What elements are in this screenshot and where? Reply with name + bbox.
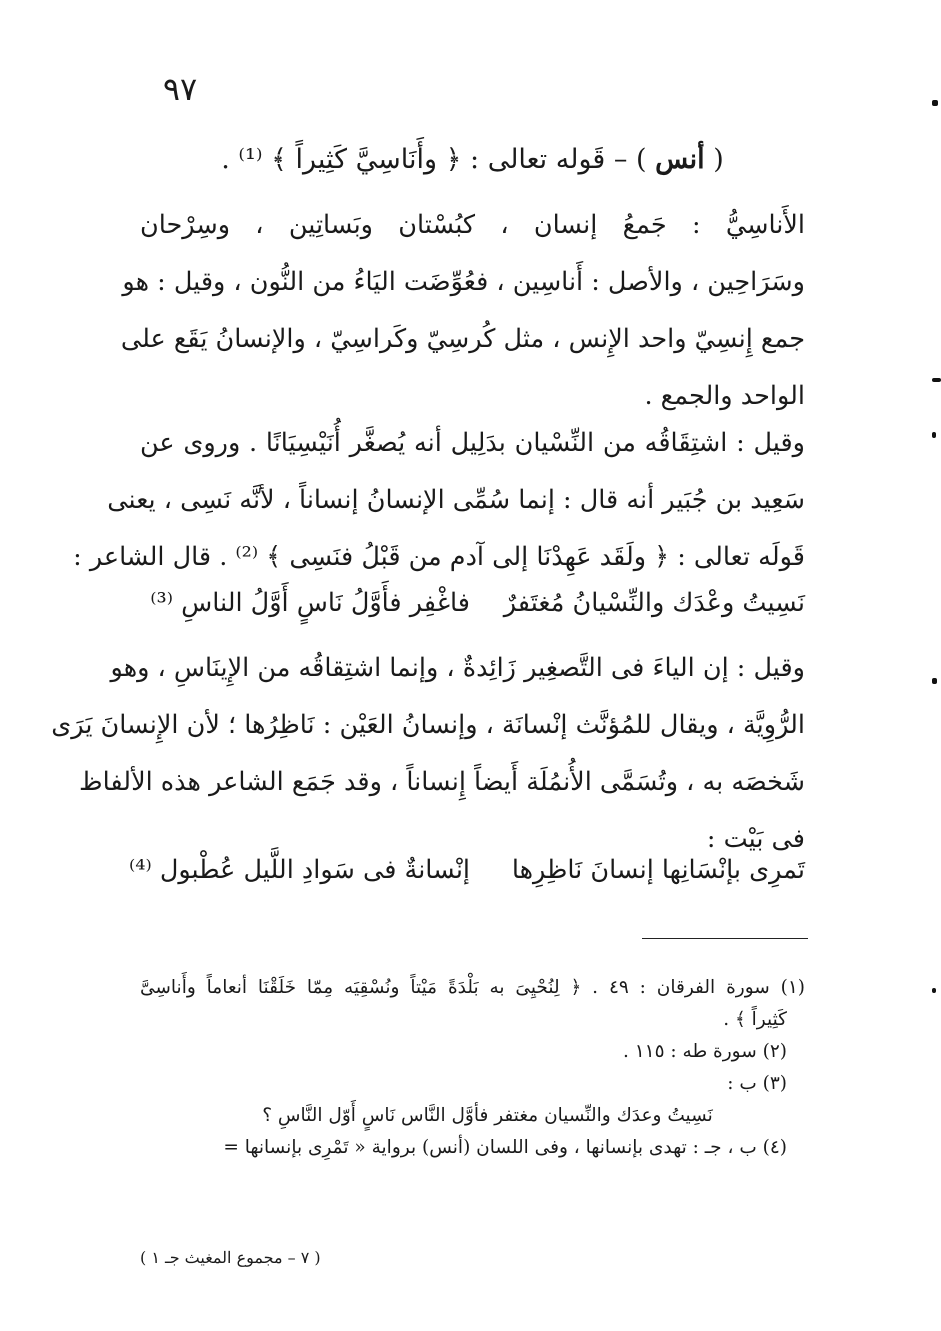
footnote-1-line-1: (١) سورة الفرقان : ٤٩ . ﴿ لِنُحْيِىَ به بَلْدَةً مَيْتاً ونُسْقِيَه مِمّا خَلَقْنَا أنعاماً وأَناسِىَّ [140,977,805,998]
verse-second-hemistich: إنْسانةٌ فى سَوادِ اللَّيل عُطْبول ⁽⁴⁾ [128,855,470,885]
heading-open-paren: ( [713,144,724,175]
paragraph-line: وسَرَاحِين ، والأصل : أَناسِين ، فعُوِّضَت اليَاءُ من النُّون ، وقيل : هو [122,267,805,297]
footnote-4: (٤) ب ، جـ : تهدى بإنسانها ، وفى اللسان (أنس) برواية « تَمْرِى بإنسانها = [223,1137,787,1158]
page-number: ٩٧ [162,70,198,108]
verse-second-hemistich: فاغْفِر فأَوَّلُ نَاسٍ أَوَّلُ الناسِ ⁽³⁾ [150,588,470,618]
paragraph-line: جمع إِنسِيّ واحد الإِنس ، مثل كُرسِيّ وكَراسِيّ ، والإنسانُ يَقَع على [120,324,805,354]
paragraph-2 [73,415,805,586]
edge-mark [932,678,937,684]
footnote-1-line-2: كَثِيراً ﴾ . [723,1009,787,1030]
paragraph-line: الواحد والجمع . [644,381,805,411]
heading-term: أنس [655,144,705,175]
paragraph-line: سَعِيد بن جُبَير أنه قال : إنما سُمِّى الإنسانُ إنساناً ، لأنَّه نَسِى ، يعنى [107,485,805,515]
edge-mark [932,378,941,382]
paragraph-line: الأَناسِيُّ : جَمعُ إنسان ، كبُسْتان وبَساتِين ، وسِرْحان [140,210,805,240]
footnote-3: (٣) ب : [727,1073,787,1094]
entry-heading [140,138,805,182]
paragraph-line: وقيل : إن الياءَ فى التَّصغِير زَائِدةٌ ، وإنما اشتِقاقُه من الإِينَاسِ ، وهو [110,653,805,683]
edge-mark [932,432,936,438]
paragraph-line: الرُّوِيَّة ، ويقال للمُؤنَّث إنْسانَة ، وإنسانُ العَيْن : نَاظِرُها ؛ لأن الإِنسانَ يَرَى [51,710,805,740]
footnote-divider [642,938,808,939]
verse-2 [128,845,805,895]
heading-close-paren: ) [636,144,647,175]
verse-first-hemistich: نَسِيتُ وعْدَك والنِّسْيانُ مُغتَفرٌ [503,588,805,618]
paragraph-3 [51,640,805,868]
paragraph-1 [120,197,805,425]
footnote-2: (٢) سورة طه : ١١٥ . [622,1041,787,1062]
footnotes [140,972,805,1164]
paragraph-line: وقيل : اشتِقَاقُه من النِّسْيان بدَلِيل أنه يُصغَّر أُنَيْسِيَانًا . وروى عن [140,428,805,458]
footnote-3-verse: نَسِيتُ وعدَك والنِّسيان مغتفر فأوَّل النَّاس نَاسٍ أَوّل النَّاسِ ؟ [262,1105,713,1126]
heading-text: – قَوله تعالى : ﴿ وأَنَاسِيَّ كَثِيراً ﴾ ⁽¹⁾ . [221,144,628,175]
verse-1 [140,578,805,628]
edge-mark [932,988,936,993]
verse-first-hemistich: تَمرِى بإنْسَانِها إنسانَ نَاظِرِها [511,855,805,885]
edge-mark [932,100,938,106]
paragraph-line: شَخصَه به ، وتُسَمَّى الأُنمُلَة أَيضاً إِنساناً ، وقد جَمَع الشاعر هذه الألفاظ [79,767,805,797]
signature-mark: ( ٧ – مجموع المغيث جـ ١ ) [140,1248,321,1267]
paragraph-line: قَولَه تعالى : ﴿ ولَقَد عَهِدْنَا إلى آدم من قَبْلُ فنَسِى ﴾ ⁽²⁾ . قال الشاعر : [73,542,805,572]
paragraph-line: فى بَيْت : [706,824,805,854]
